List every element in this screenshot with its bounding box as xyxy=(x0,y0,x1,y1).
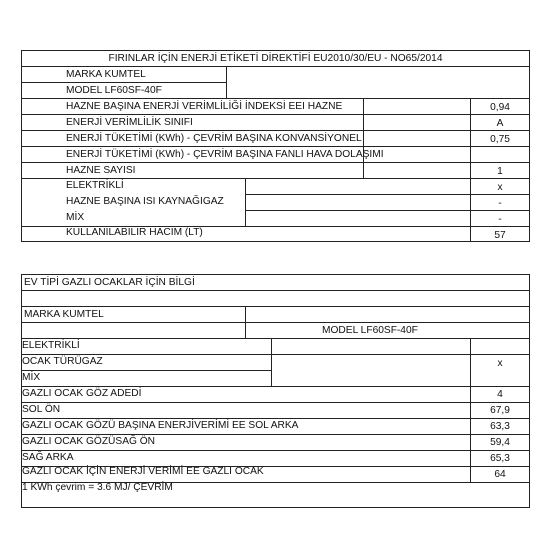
t2-hob-efficiency-label: GAZLI OCAK İÇİN ENERJİ VERİMİ EE GAZLI OCAK xyxy=(22,466,264,477)
t2-hob-efficiency-value: 64 xyxy=(494,469,506,480)
t2-front-left-label: SOL ÖN xyxy=(22,404,61,415)
t1-divider xyxy=(21,130,530,131)
t1-class-value: A xyxy=(496,118,504,129)
t1-title: FIRINLAR İÇİN ENERJİ ETİKETİ DİREKTİFİ EU2010/30/EU - NO65/2014 xyxy=(108,53,443,64)
t2-divider xyxy=(21,450,530,451)
t2-model-label: MODEL LF60SF-40F xyxy=(322,325,418,336)
t2-divider xyxy=(21,322,530,323)
t1-class-label: ENERJİ VERİMLİLİK SINIFI xyxy=(66,117,193,128)
t1-electric-value: x xyxy=(497,182,503,193)
t2-rear-left-label: GAZLI OCAK GÖZÜ BAŞINA ENERJİVERİMİ EE SOL ARKA xyxy=(22,420,299,431)
t1-cavity-count-value: 1 xyxy=(497,166,503,177)
t2-footnote: 1 KWh çevrim = 3.6 MJ/ ÇEVRİM xyxy=(22,482,173,493)
t1-mix-label: MİX xyxy=(66,212,85,223)
t1-conv-value: 0,75 xyxy=(490,134,510,145)
t1-eei-value: 0,94 xyxy=(490,102,510,113)
t2-rear-right-label: SAĞ ARKA xyxy=(22,452,74,463)
t1-divider xyxy=(21,114,530,115)
t1-heat-source-label: HAZNE BAŞINA ISI KAYNAĞIGAZ xyxy=(66,196,224,207)
t2-divider xyxy=(21,370,271,371)
t2-burner-count-value: 4 xyxy=(497,389,503,400)
t2-rear-right-value: 65,3 xyxy=(490,453,510,464)
t1-divider xyxy=(21,146,530,147)
t1-brand-label: MARKA KUMTEL xyxy=(66,69,146,80)
t2-type-value: x xyxy=(497,358,503,369)
t2-divider xyxy=(21,402,530,403)
t2-front-left-value: 67,9 xyxy=(490,405,510,416)
t2-col-divider xyxy=(245,306,246,338)
t2-divider xyxy=(21,386,530,387)
t2-col-divider xyxy=(271,338,272,386)
t1-divider xyxy=(21,178,530,179)
t2-divider xyxy=(21,418,530,419)
t1-divider xyxy=(21,66,530,67)
t1-col-divider xyxy=(363,98,364,178)
t2-divider xyxy=(21,306,530,307)
t1-model-label: MODEL LF60SF-40F xyxy=(66,85,162,96)
t1-col-divider xyxy=(245,178,246,226)
t1-gas-value: - xyxy=(498,198,502,209)
t2-electric-label: ELEKTRİKLİ xyxy=(22,340,80,351)
t2-divider xyxy=(21,354,530,355)
t2-burner-count-label: GAZLI OCAK GÖZ ADEDİ xyxy=(22,388,142,399)
t2-divider xyxy=(21,434,530,435)
t2-rear-left-value: 63,3 xyxy=(490,421,510,432)
t2-divider xyxy=(21,338,530,339)
t2-mix-label: MİX xyxy=(22,372,41,383)
t2-brand-label: MARKA KUMTEL xyxy=(24,309,104,320)
t1-divider xyxy=(21,98,530,99)
t1-conv-label: ENERJİ TÜKETİMİ (KWh) - ÇEVRİM BAŞINA KONVANSİYONEL xyxy=(66,133,362,144)
t1-volume-label: KULLANILABİLİR HACİM (LT) xyxy=(66,227,203,238)
t1-fan-label: ENERJİ TÜKETİMİ (KWh) - ÇEVRİM BAŞINA FANLI HAVA DOLAŞIMI xyxy=(66,149,384,160)
t1-col-divider xyxy=(226,66,227,98)
t2-title: EV TİPİ GAZLI OCAKLAR İÇİN BİLGİ xyxy=(24,277,195,288)
t1-mix-value: - xyxy=(498,214,502,225)
t2-front-right-value: 59,4 xyxy=(490,437,510,448)
t1-volume-value: 57 xyxy=(494,230,506,241)
t1-divider xyxy=(245,194,530,195)
t1-electric-label: ELEKTRİKLİ xyxy=(66,180,124,191)
t2-divider xyxy=(21,290,530,291)
t1-eei-label: HAZNE BAŞINA ENERJİ VERİMLİLİĞİ İNDEKSİ EEI HAZNE xyxy=(66,101,343,112)
t1-divider xyxy=(21,162,530,163)
t1-divider xyxy=(21,82,226,83)
t2-hob-type-label: OCAK TÜRÜGAZ xyxy=(22,356,103,367)
t1-cavity-count-label: HAZNE SAYISI xyxy=(66,165,136,176)
t2-front-right-label: GAZLI OCAK GÖZÜSAĞ ÖN xyxy=(22,436,156,447)
t1-divider xyxy=(245,210,530,211)
